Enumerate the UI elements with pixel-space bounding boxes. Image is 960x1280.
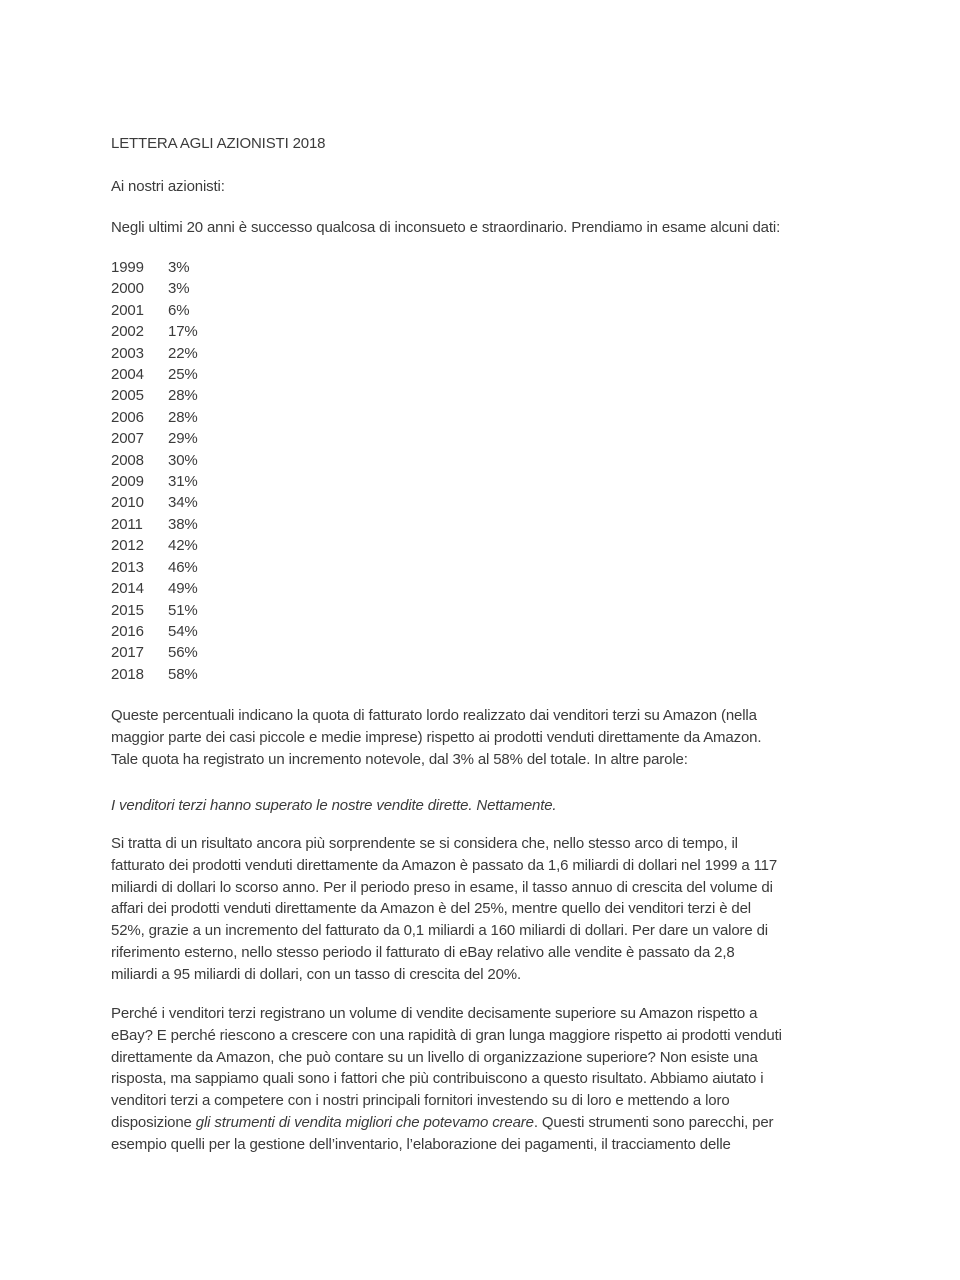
share-cell: 22%	[168, 344, 198, 362]
year-cell: 2017	[111, 644, 144, 662]
text-line: Si tratta di un risultato ancora più sorprendente se si considera che, nello stesso arco di tempo, il	[111, 835, 738, 852]
year-cell: 2007	[111, 430, 144, 448]
table-row	[111, 321, 198, 342]
year-cell: 2002	[111, 323, 144, 341]
share-cell: 34%	[168, 494, 198, 512]
table-row	[111, 471, 198, 492]
text-line: maggior parte dei casi piccole e medie imprese) rispetto ai prodotti venduti direttamente da Amazon.	[111, 728, 762, 746]
year-cell: 2009	[111, 473, 144, 491]
share-cell: 3%	[168, 259, 190, 276]
year-cell: 2014	[111, 580, 144, 598]
share-cell: 28%	[168, 408, 198, 426]
table-row	[111, 278, 198, 299]
year-cell: 2003	[111, 344, 144, 362]
table-row	[111, 450, 198, 471]
table-row	[111, 257, 198, 278]
year-cell: 2015	[111, 601, 144, 619]
table-row	[111, 364, 198, 385]
table-row	[111, 642, 198, 663]
intro-paragraph: Negli ultimi 20 anni è successo qualcosa di inconsueto e straordinario. Prendiamo in esame alcuni dati:	[111, 219, 781, 236]
year-cell: 2013	[111, 558, 144, 576]
year-cell: 2010	[111, 494, 144, 512]
table-row	[111, 600, 198, 621]
text-segment: gli strumenti di vendita migliori che potevamo creare	[195, 1113, 534, 1131]
share-cell: 28%	[168, 387, 198, 405]
paragraph-italic-statement: I venditori terzi hanno superato le nostre vendite dirette. Nettamente.	[111, 797, 557, 814]
table-row	[111, 664, 198, 685]
document-title: LETTERA AGLI AZIONISTI 2018	[111, 135, 326, 152]
share-cell: 31%	[168, 473, 198, 491]
year-cell: 2016	[111, 622, 144, 640]
share-cell: 29%	[168, 430, 198, 448]
text-line: Queste percentuali indicano la quota di fatturato lordo realizzato dai venditori terzi su Amazon (nella	[111, 707, 757, 724]
text-line: affari dei prodotti venduti direttamente da Amazon è del 25%, mentre quello dei venditori terzi è del	[111, 900, 751, 918]
text-line: riferimento esterno, nello stesso periodo il fatturato di eBay relativo alle vendite è passato da 2,8	[111, 943, 735, 961]
year-cell: 2000	[111, 280, 144, 298]
year-cell: 2012	[111, 537, 144, 555]
year-share-table	[111, 257, 198, 685]
year-cell: 2005	[111, 387, 144, 405]
table-row	[111, 578, 198, 599]
share-cell: 42%	[168, 537, 198, 555]
text-line: miliardi a 95 miliardi di dollari, con un tasso di crescita del 20%.	[111, 965, 521, 983]
text-line: risposta, ma sappiamo quali sono i fattori che più contribuiscono a questo risultato. Abbiamo aiutato i	[111, 1070, 764, 1088]
year-cell: 2004	[111, 366, 144, 384]
year-cell: 2001	[111, 301, 144, 319]
year-cell: 2006	[111, 408, 144, 426]
text-line: Tale quota ha registrato un incremento notevole, dal 3% al 58% del totale. In altre parole:	[111, 750, 688, 768]
salutation-line: Ai nostri azionisti:	[111, 178, 225, 195]
table-row	[111, 300, 198, 321]
table-row	[111, 514, 198, 535]
share-cell: 49%	[168, 580, 198, 598]
table-row	[111, 385, 198, 406]
paragraph-third-party-sellers	[111, 1003, 782, 1156]
table-row	[111, 492, 198, 513]
share-cell: 58%	[168, 665, 198, 683]
table-row	[111, 557, 198, 578]
share-cell: 56%	[168, 644, 198, 662]
share-cell: 38%	[168, 515, 198, 533]
table-row	[111, 428, 198, 449]
share-cell: 46%	[168, 558, 198, 576]
text-line: esempio quelli per la gestione dell’inventario, l’elaborazione dei pagamenti, il tracciamento delle	[111, 1135, 731, 1153]
paragraph-gross-merchandise	[111, 705, 761, 770]
text-segment: . Questi strumenti sono parecchi, per	[533, 1113, 774, 1131]
share-cell: 3%	[168, 280, 190, 298]
text-line: 52%, grazie a un incremento del fatturato da 0,1 miliardi a 160 miliardi di dollari. Per dare un valore di	[111, 922, 768, 940]
share-cell: 25%	[168, 366, 198, 384]
share-cell: 30%	[168, 451, 198, 469]
text-line: eBay? E perché riescono a crescere con una rapidità di gran lunga maggiore rispetto ai prodotti venduti	[111, 1026, 782, 1044]
text-line	[111, 1112, 782, 1134]
table-row	[111, 621, 198, 642]
share-cell: 17%	[168, 323, 198, 341]
year-cell: 2008	[111, 451, 144, 469]
table-row	[111, 407, 198, 428]
text-segment: disposizione	[111, 1113, 196, 1131]
paragraph-growth-comparison	[111, 833, 777, 986]
text-line: fatturato dei prodotti venduti direttamente da Amazon è passato da 1,6 miliardi di dollari nel 1999 a 117	[111, 856, 778, 874]
share-cell: 51%	[168, 601, 198, 619]
table-row	[111, 535, 198, 556]
share-cell: 54%	[168, 622, 198, 640]
year-cell: 1999	[111, 259, 144, 276]
text-line: venditori terzi a competere con i nostri principali fornitori investendo su di loro e mettendo a loro	[111, 1092, 730, 1110]
share-cell: 6%	[168, 301, 190, 319]
text-line: direttamente da Amazon, che può contare su un livello di organizzazione superiore? Non esiste una	[111, 1048, 758, 1066]
year-cell: 2011	[111, 515, 143, 533]
year-cell: 2018	[111, 665, 144, 683]
text-line: Perché i venditori terzi registrano un volume di vendite decisamente superiore su Amazon rispetto a	[111, 1005, 758, 1022]
table-row	[111, 343, 198, 364]
text-line: miliardi di dollari lo scorso anno. Per il periodo preso in esame, il tasso annuo di crescita del volume di	[111, 878, 773, 896]
